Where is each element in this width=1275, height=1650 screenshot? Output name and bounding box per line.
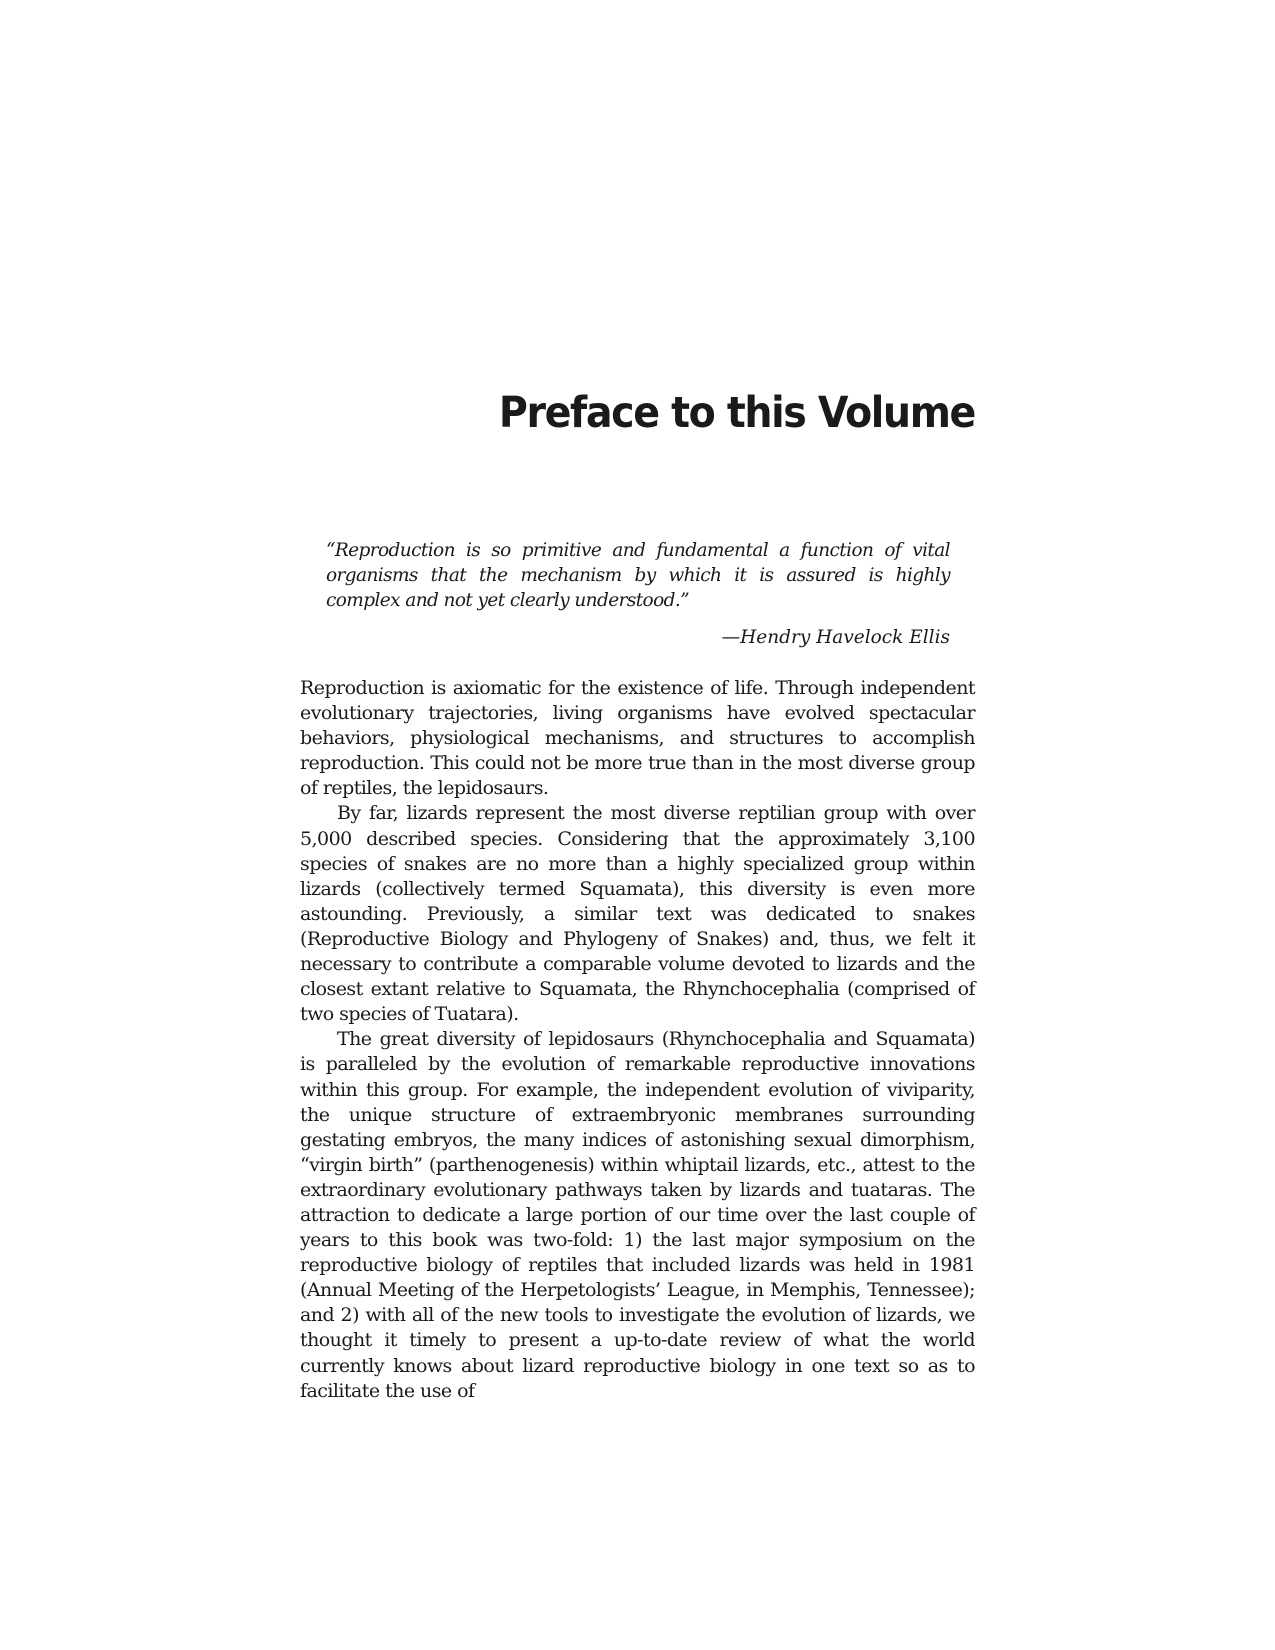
paragraph-2: By far, lizards represent the most diverse reptilian group with over 5,000 described species. Considering that the approximately 3,100 species of snakes are no more than a highly specialized group within lizards (collectively termed Squamata), this diversity is even more astounding. Previously, a similar text was dedicated to snakes (Reproductive Biology and Phylogeny of Snakes) and, thus, we felt it necessary to contribute a comparable volume devoted to lizards and the closest extant relative to Squamata, the Rhynchocephalia (comprised of two species of Tuatara). — [300, 802, 975, 1026]
epigraph-attribution: —Hendry Havelock Ellis — [721, 627, 950, 648]
paragraph-1: Reproduction is axiomatic for the existence of life. Through independent evolutionary trajectories, living organisms have evolved spectacular behaviors, physiological mechanisms, and structures to accomplish reproduction. This could not be more true than in the most diverse group of reptiles, the lepidosaurs. — [300, 677, 975, 800]
epigraph — [326, 538, 950, 650]
paragraph-3: The great diversity of lepidosaurs (Rhynchocephalia and Squamata) is paralleled by the evolution of remarkable reproductive innovations within this group. For example, the independent evolution of viviparity, the unique structure of extraembryonic membranes surrounding gestating embryos, the many indices of astonishing sexual dimorphism, “virgin birth” (parthenogenesis) within whiptail lizards, etc., attest to the extraordinary evolutionary pathways taken by lizards and tuataras. The attraction to dedicate a large portion of our time over the last couple of years to this book was two-fold: 1) the last major symposium on the reproductive biology of reptiles that included lizards was held in 1981 (Annual Meeting of the Herpetologists’ League, in Memphis, Tennessee); and 2) with all of the new tools to investigate the evolution of lizards, we thought it timely to present a up-to-date review of what the world currently knows about lizard reproductive biology in one text so as to facilitate the use of — [300, 1028, 975, 1402]
page-title: Preface to this Volume — [498, 388, 975, 438]
epigraph-quote: “Reproduction is so primitive and fundamental a function of vital organisms that the mechanism by which it is assured is highly complex and not yet clearly understood.” — [326, 540, 950, 611]
body-text — [300, 676, 975, 1404]
